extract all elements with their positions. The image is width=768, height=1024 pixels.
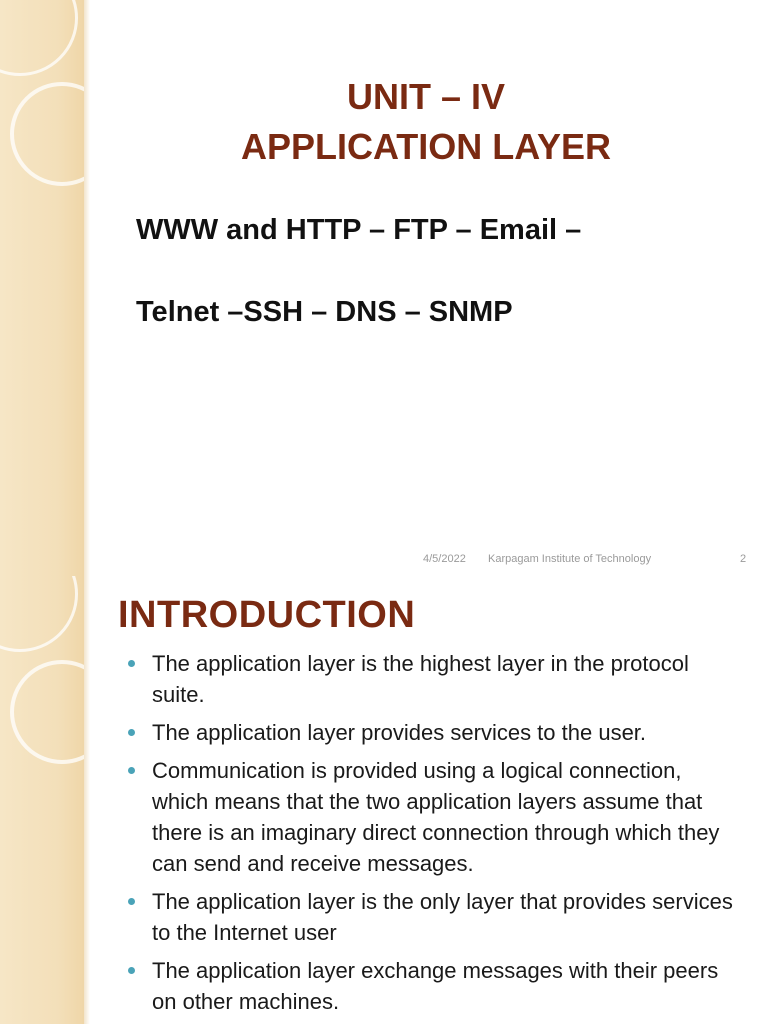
list-item	[126, 717, 736, 748]
bullet-dot-icon	[128, 729, 135, 736]
side-decoration	[0, 576, 84, 1024]
footer-organization: Karpagam Institute of Technology	[488, 553, 652, 565]
slide-title: INTRODUCTION	[118, 594, 416, 636]
bullet-dot-icon	[128, 898, 135, 905]
decorative-ring	[0, 576, 78, 652]
bullet-dot-icon	[128, 660, 135, 667]
title-line-unit: UNIT – IV	[346, 76, 506, 117]
list-item	[126, 648, 736, 710]
list-item	[126, 955, 736, 1017]
side-decoration	[0, 0, 84, 576]
list-item	[126, 755, 736, 879]
slide-footer	[0, 553, 768, 569]
slide-title	[84, 72, 768, 172]
bullet-dot-icon	[128, 767, 135, 774]
topic-line: Telnet –SSH – DNS – SNMP	[136, 296, 513, 328]
decorative-ring	[10, 660, 114, 764]
bullet-text: The application layer is the only layer that provides services to the Internet user	[152, 889, 733, 945]
footer-date: 4/5/2022	[423, 553, 466, 565]
bullet-text: The application layer exchange messages with their peers on other machines.	[152, 958, 719, 1014]
topic-line: WWW and HTTP – FTP – Email –	[136, 214, 582, 246]
bullet-dot-icon	[128, 967, 135, 974]
bullet-text: Communication is provided using a logical connection, which means that the two application layers assume that there is an imaginary direct connection through which they can send and receive messages.	[152, 758, 720, 876]
bullet-text: The application layer is the highest layer in the protocol suite.	[152, 651, 689, 707]
list-item	[126, 886, 736, 948]
decorative-ring	[0, 0, 78, 76]
slide-introduction	[0, 576, 768, 1024]
title-line-layer: APPLICATION LAYER	[240, 126, 612, 167]
bullet-list	[126, 648, 736, 1024]
footer-page-number: 2	[740, 553, 747, 565]
bullet-text: The application layer provides services to the user.	[152, 720, 647, 745]
